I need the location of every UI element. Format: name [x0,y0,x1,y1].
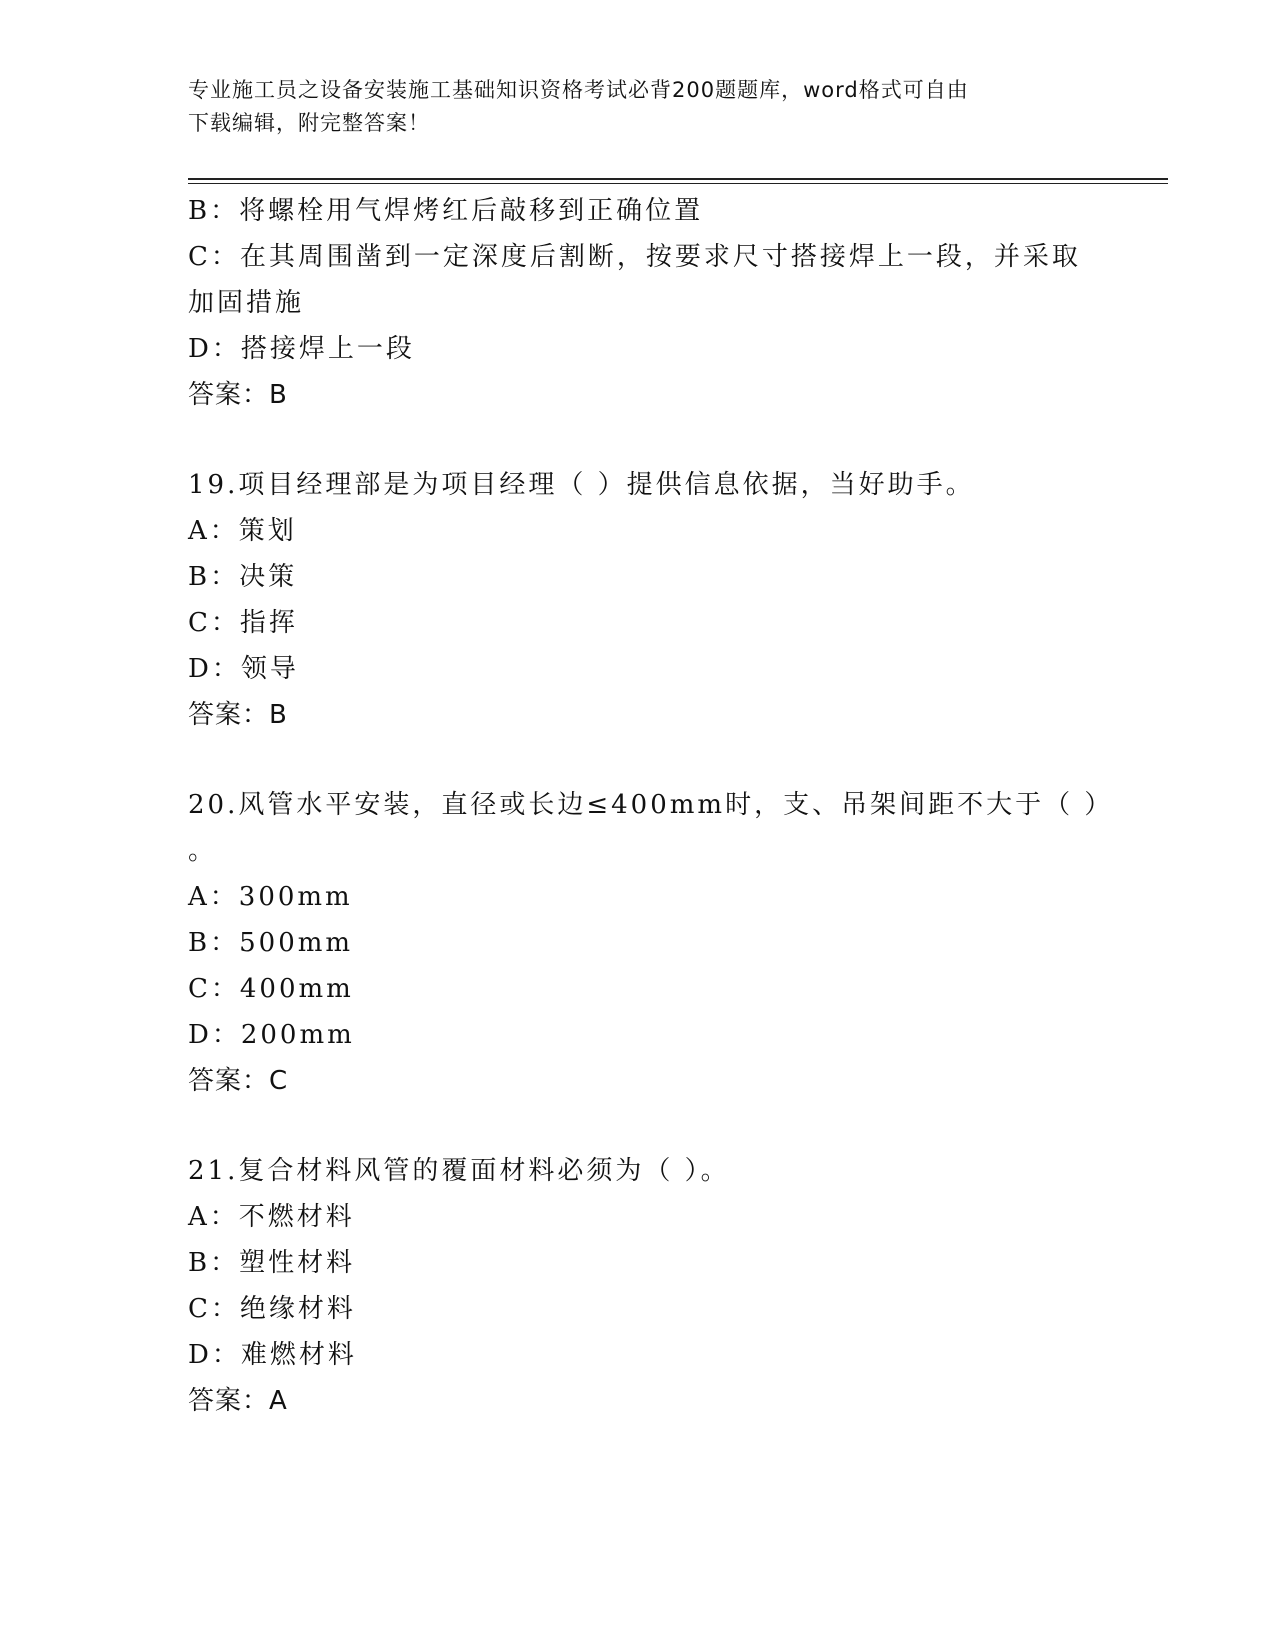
option-c: C：指挥 [188,608,298,638]
option-a: A：不燃材料 [188,1202,355,1232]
question-18-tail [188,188,1088,418]
question-stem: 19.项目经理部是为项目经理（ ）提供信息依据，当好助手。 [188,470,975,500]
option-d: D：领导 [188,654,299,684]
option-c: C：绝缘材料 [188,1294,356,1324]
document-header [188,74,1088,140]
header-title-line-2: 下载编辑，附完整答案！ [188,111,430,135]
answer: 答案：B [188,380,288,410]
answer: 答案：B [188,700,288,730]
option-a: A：300mm [188,882,353,912]
option-d: D：难燃材料 [188,1340,357,1370]
option-b: B：塑性材料 [188,1248,356,1278]
question-21 [188,1148,1088,1424]
option-c-line-2: 加固措施 [188,288,305,318]
option-b: B：将螺栓用气焊烤红后敲移到正确位置 [188,196,704,226]
question-stem-line-2: 。 [188,836,218,866]
header-divider-thick [188,178,1168,180]
option-d: D：200mm [188,1020,355,1050]
option-b: B：500mm [188,928,354,958]
option-a: A：策划 [188,516,297,546]
header-divider-thin [188,183,1168,184]
header-title-line-1: 专业施工员之设备安装施工基础知识资格考试必背200题题库，word格式可自由 [188,78,969,102]
answer: 答案：C [188,1066,289,1096]
answer: 答案：A [188,1386,288,1416]
option-b: B：决策 [188,562,298,592]
question-stem-line-1: 20.风管水平安装，直径或长边≤400mm时，支、吊架间距不大于（ ） [188,790,1114,820]
question-19 [188,462,1088,738]
option-d: D：搭接焊上一段 [188,334,415,364]
question-20 [188,782,1114,1104]
option-c-line-1: C：在其周围凿到一定深度后割断，按要求尺寸搭接焊上一段，并采取 [188,242,1081,272]
option-c: C：400mm [188,974,354,1004]
question-content [188,188,1114,1424]
question-stem: 21.复合材料风管的覆面材料必须为（ ）。 [188,1156,730,1186]
